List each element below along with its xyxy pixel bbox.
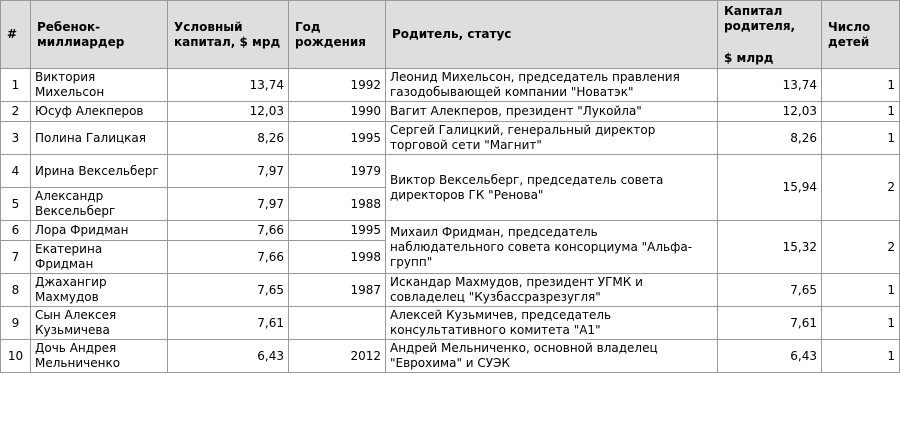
- birth-year: 1990: [289, 102, 386, 122]
- child-capital: 7,97: [168, 188, 289, 221]
- header-parent-capital-line2: $ млрд: [724, 50, 774, 65]
- parent-status: Искандар Махмудов, президент УГМК и совладелец "Кузбассразрезугля": [386, 274, 718, 307]
- child-name: Сын Алексея Кузьмичева: [31, 307, 168, 340]
- child-name: Лора Фридман: [31, 221, 168, 241]
- birth-year: 1995: [289, 122, 386, 155]
- parent-capital: 15,94: [718, 155, 822, 221]
- parent-capital: 13,74: [718, 69, 822, 102]
- header-children-count: Число детей: [822, 1, 900, 69]
- row-number: 2: [1, 102, 31, 122]
- child-capital: 6,43: [168, 340, 289, 373]
- row-number: 9: [1, 307, 31, 340]
- row-number: 1: [1, 69, 31, 102]
- child-name: Екатерина Фридман: [31, 241, 168, 274]
- child-capital: 7,61: [168, 307, 289, 340]
- table-row: [1, 155, 900, 188]
- children-count: 1: [822, 69, 900, 102]
- row-number: 4: [1, 155, 31, 188]
- parent-status: Леонид Михельсон, председатель правления газодобывающей компании "Новатэк": [386, 69, 718, 102]
- row-number: 10: [1, 340, 31, 373]
- row-number: 7: [1, 241, 31, 274]
- table-row: [1, 274, 900, 307]
- header-parent-capital-line1: Капитал родителя,: [724, 3, 796, 33]
- parent-capital: 12,03: [718, 102, 822, 122]
- table-row: [1, 221, 900, 241]
- birth-year: [289, 307, 386, 340]
- header-child: Ребенок-миллиардер: [31, 1, 168, 69]
- header-number: #: [1, 1, 31, 69]
- header-birth-year: Год рождения: [289, 1, 386, 69]
- row-number: 5: [1, 188, 31, 221]
- header-parent-capital: [718, 1, 822, 69]
- parent-capital: 7,61: [718, 307, 822, 340]
- birth-year: 1998: [289, 241, 386, 274]
- parent-capital: 8,26: [718, 122, 822, 155]
- children-count: 1: [822, 274, 900, 307]
- birth-year: 2012: [289, 340, 386, 373]
- parent-status: Андрей Мельниченко, основной владелец "Еврохима" и СУЭК: [386, 340, 718, 373]
- child-capital: 12,03: [168, 102, 289, 122]
- parent-status: Виктор Вексельберг, председатель совета директоров ГК "Ренова": [386, 155, 718, 221]
- row-number: 8: [1, 274, 31, 307]
- birth-year: 1979: [289, 155, 386, 188]
- child-name: Юсуф Алекперов: [31, 102, 168, 122]
- children-count: 1: [822, 122, 900, 155]
- child-capital: 7,66: [168, 241, 289, 274]
- child-capital: 7,65: [168, 274, 289, 307]
- child-name: Александр Вексельберг: [31, 188, 168, 221]
- child-name: Полина Галицкая: [31, 122, 168, 155]
- children-count: 1: [822, 307, 900, 340]
- children-count: 1: [822, 340, 900, 373]
- parent-status: Алексей Кузьмичев, председатель консультативного комитета "А1": [386, 307, 718, 340]
- child-capital: 8,26: [168, 122, 289, 155]
- children-count: 1: [822, 102, 900, 122]
- child-capital: 13,74: [168, 69, 289, 102]
- birth-year: 1992: [289, 69, 386, 102]
- table-row: [1, 122, 900, 155]
- parent-capital: 7,65: [718, 274, 822, 307]
- children-count: 2: [822, 155, 900, 221]
- table-row: [1, 69, 900, 102]
- row-number: 3: [1, 122, 31, 155]
- header-row: [1, 1, 900, 69]
- parent-capital: 6,43: [718, 340, 822, 373]
- parent-status: Вагит Алекперов, президент "Лукойла": [386, 102, 718, 122]
- child-name: Джахангир Махмудов: [31, 274, 168, 307]
- birth-year: 1987: [289, 274, 386, 307]
- child-name: Виктория Михельсон: [31, 69, 168, 102]
- table-row: [1, 340, 900, 373]
- header-parent-status: Родитель, статус: [386, 1, 718, 69]
- parent-capital: 15,32: [718, 221, 822, 274]
- parent-status: Михаил Фридман, председатель наблюдательного совета консорциума "Альфа-групп": [386, 221, 718, 274]
- child-capital: 7,66: [168, 221, 289, 241]
- table-row: [1, 102, 900, 122]
- row-number: 6: [1, 221, 31, 241]
- children-count: 2: [822, 221, 900, 274]
- header-capital: Условный капитал, $ мрд: [168, 1, 289, 69]
- parent-status: Сергей Галицкий, генеральный директор торговой сети "Магнит": [386, 122, 718, 155]
- child-capital: 7,97: [168, 155, 289, 188]
- birth-year: 1995: [289, 221, 386, 241]
- child-name: Ирина Вексельберг: [31, 155, 168, 188]
- birth-year: 1988: [289, 188, 386, 221]
- table-row: [1, 307, 900, 340]
- child-name: Дочь Андрея Мельниченко: [31, 340, 168, 373]
